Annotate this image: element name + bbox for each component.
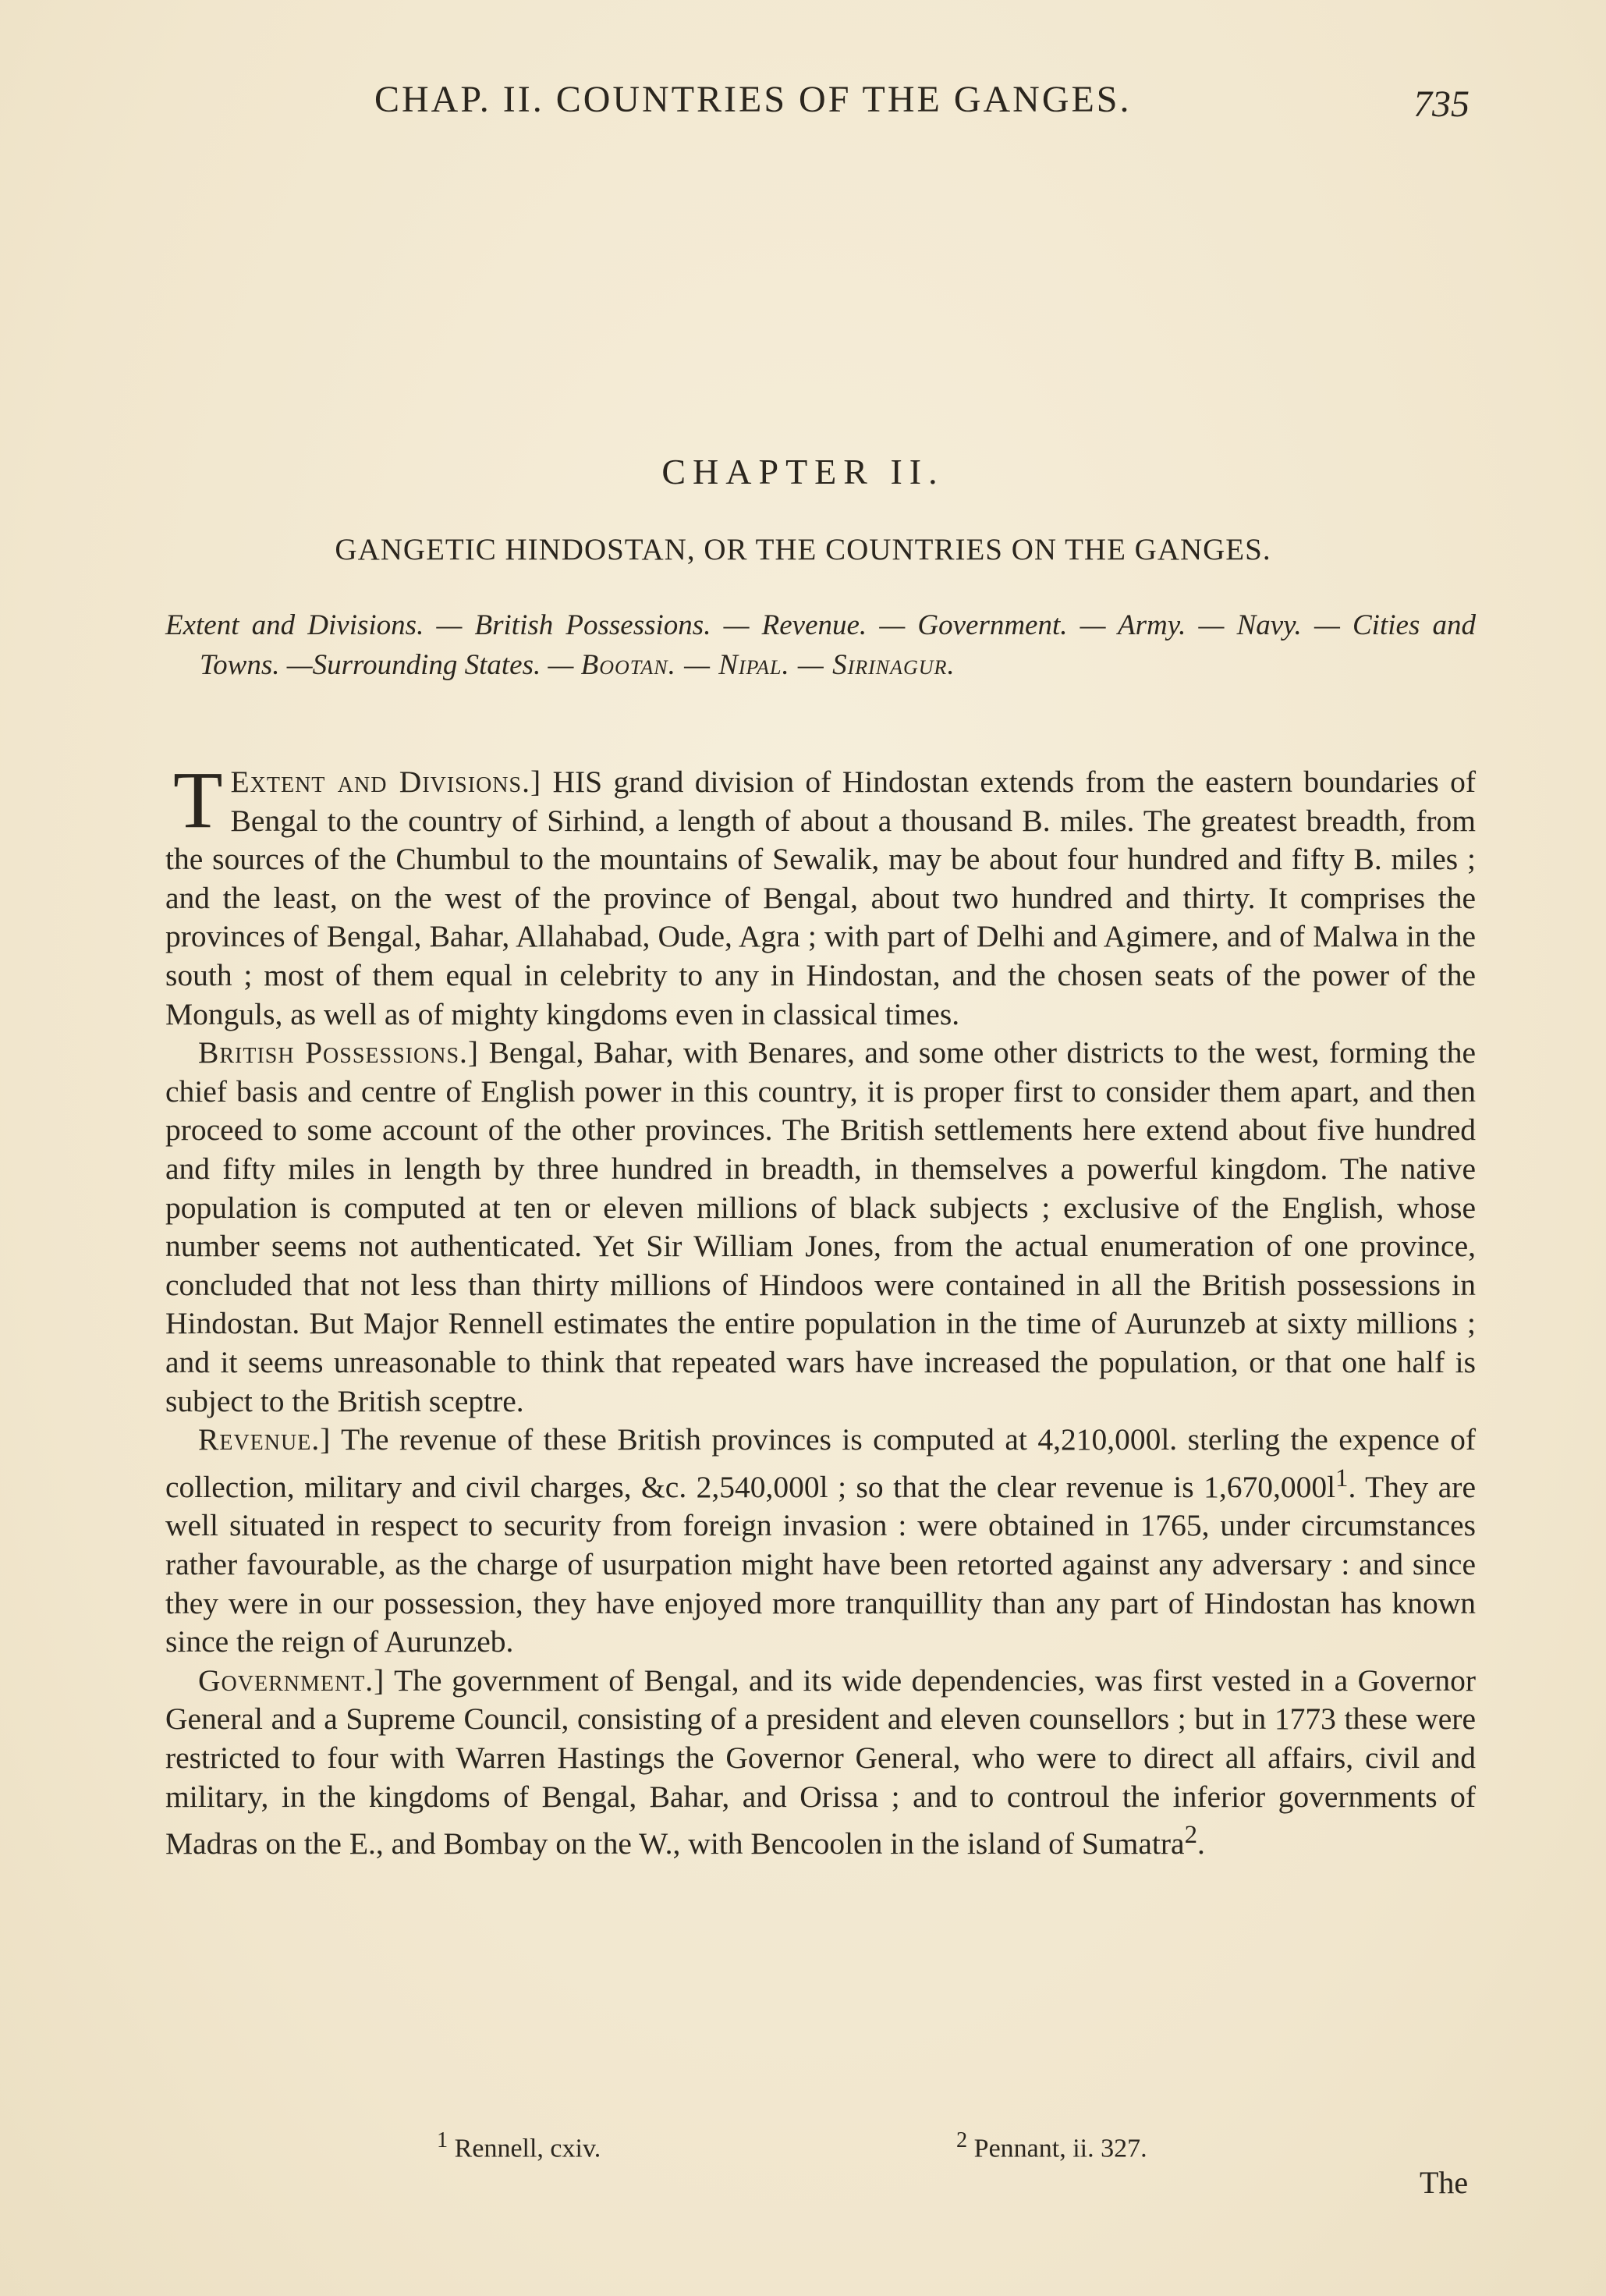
paragraph-extent-text: HIS grand division of Hindostan extends from the eastern boundaries of Bengal to the country of Sirhind, a length of about a thousand B. miles. The greatest breadth, from the sources of the Chumbul to the mountains of Sewalik, may be about four hundred and fifty B. miles ; and the least, on the west of the province of Bengal, about two hundred and thirty. It comprises the provinces of Bengal, Bahar, Allahabad, Oude, Agra ; with part of Delhi and Agimere, and of Malwa in the south ; most of them equal in celebrity to any in Hindostan, and the chosen seats of the power of the Monguls, as well as of mighty kingdoms even in classical times.	[165, 765, 1476, 1031]
paragraph-government	[165, 1662, 1476, 1864]
footnote-ref-1[interactable]: 1	[1335, 1464, 1349, 1492]
chapter-contents-summary	[165, 605, 1476, 685]
drop-cap: T	[173, 755, 223, 845]
paragraph-revenue-text-b: . They are well situated in respect to security from foreign invasion : were obtained in 1765, under circumstances rather favourable, as the charge of usurpation might have been retorted against any adversary : and since they were in our possession, they have enjoyed more tranquillity than any part of Hindostan has known since the reign of Aurunzeb.	[165, 1469, 1476, 1659]
paragraph-government-end: .	[1197, 1826, 1205, 1861]
catchword: The	[1420, 2165, 1469, 2200]
section-heading-british: British Possessions.]	[198, 1035, 480, 1070]
contents-states: Bootan. — Nipal. — Sirinagur.	[580, 649, 955, 681]
paragraph-revenue-text-a: The revenue of these British provinces is computed at 4,210,000l. sterling the expence of collection, military and civil charges, &c. 2,540,000l ; so that the clear revenue is 1,670,000l	[165, 1422, 1476, 1504]
paragraph-extent	[165, 755, 1476, 1034]
body-text	[165, 755, 1477, 1864]
running-head: CHAP. II. COUNTRIES OF THE GANGES.	[374, 79, 1132, 120]
footnote-mark-2: 2	[956, 2128, 968, 2152]
footnote-mark-1: 1	[437, 2128, 448, 2152]
chapter-subtitle: GANGETIC HINDOSTAN, OR THE COUNTRIES ON THE GANGES.	[335, 533, 1271, 566]
paragraph-revenue	[165, 1421, 1476, 1662]
chapter-title: CHAPTER II.	[661, 452, 945, 491]
section-heading-government: Government.]	[198, 1663, 385, 1698]
paragraph-government-text: The government of Bengal, and its wide dependencies, was first vested in a Governor General and a Supreme Council, consisting of a president and eleven counsellors ; but in 1773 these were restricted to four with Warren Hastings the Governor General, who were to direct all affairs, civil and military, in the kingdoms of Bengal, Bahar, and Orissa ; and to controul the inferior governments of Madras on the E., and Bombay on the W., with Bencoolen in the island of Sumatra	[165, 1663, 1476, 1861]
paragraph-british	[165, 1034, 1476, 1421]
footnote-2-text: Pennant, ii. 327.	[973, 2134, 1147, 2163]
section-heading-extent: Extent and Divisions.]	[230, 765, 542, 799]
footnote-2	[956, 2128, 1147, 2163]
footnote-1	[437, 2128, 601, 2163]
paragraph-british-text: Bengal, Bahar, with Benares, and some other districts to the west, forming the chief basis and centre of English power in this country, it is proper first to consider them apart, and then proceed to some account of the other provinces. The British settlements here extend about five hundred and fifty miles in length by three hundred in breadth, in themselves a powerful kingdom. The native population is computed at ten or eleven millions of black subjects ; exclusive of the English, whose number seems not authenticated. Yet Sir William Jones, from the actual enumeration of one province, concluded that not less than thirty millions of Hindoos were contained in all the British possessions in Hindostan. But Major Rennell estimates the entire population in the time of Aurunzeb at sixty millions ; and it seems unreasonable to think that repeated wars have increased the population, or that one half is subject to the British sceptre.	[165, 1035, 1477, 1418]
footnote-ref-2[interactable]: 2	[1184, 1821, 1198, 1850]
contents-text: Extent and Divisions. — British Possessions. — Revenue. — Government. — Army. — Navy. — Cities and Towns. —Surrounding States. —	[165, 609, 1476, 681]
page-number: 735	[1413, 83, 1470, 125]
footnote-1-text: Rennell, cxiv.	[454, 2134, 601, 2163]
section-heading-revenue: Revenue.]	[198, 1422, 331, 1457]
